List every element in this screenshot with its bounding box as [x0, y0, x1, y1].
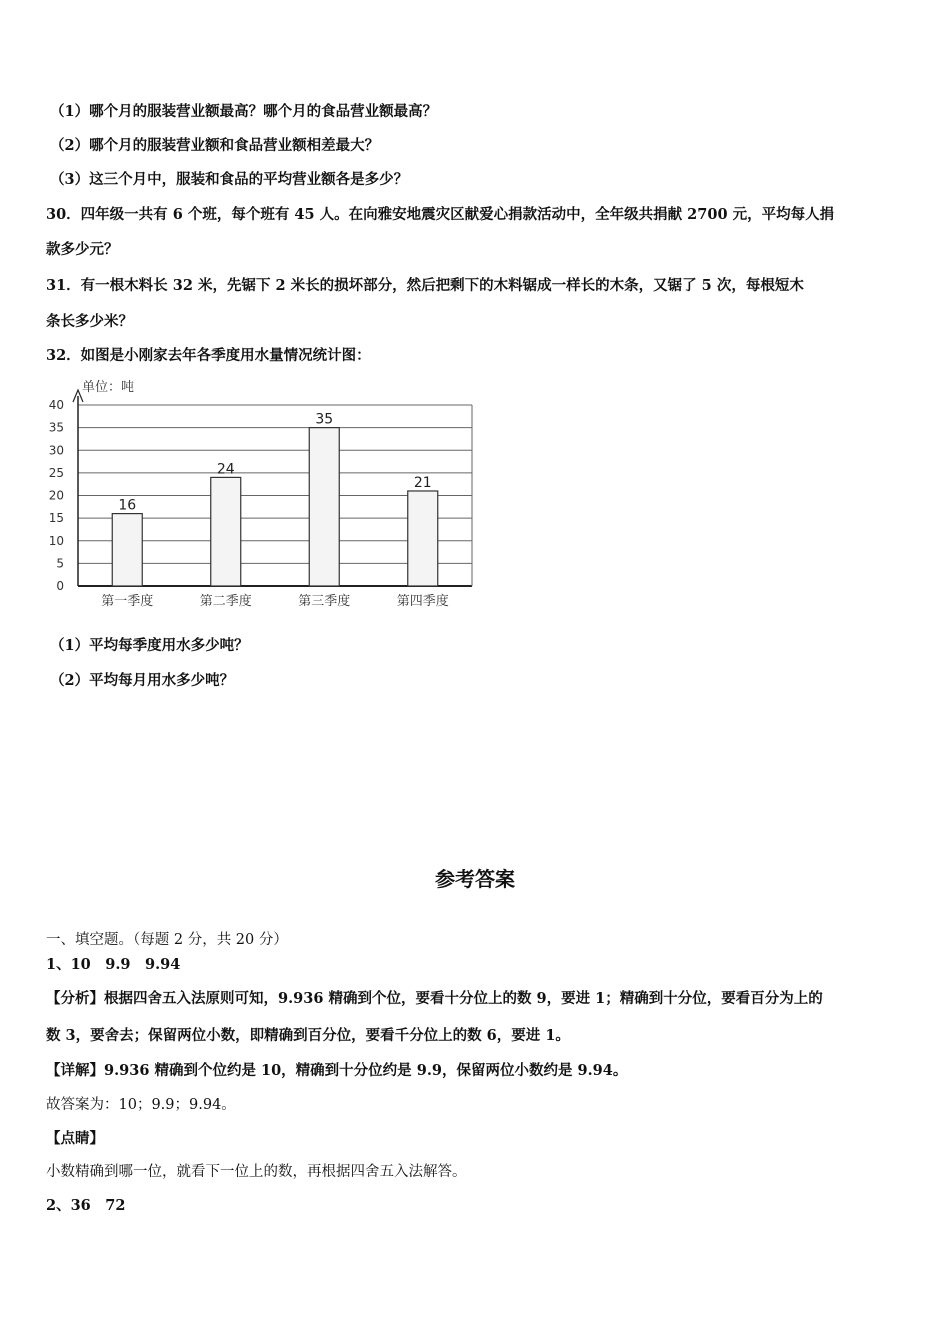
y-tick-label: 15 — [48, 511, 64, 526]
category-label: 第一季度 — [101, 594, 154, 609]
q31-line-1: 31．有一根木料长 32 米，先锯下 2 米长的损坏部分，然后把剩下的木料锯成一样长的木条，又锯了 5 次，每根短木 — [46, 277, 804, 294]
q29-sub-question-1: （1）哪个月的服装营业额最高？哪个月的食品营业额最高？ — [50, 103, 438, 120]
y-tick-label: 30 — [48, 443, 64, 458]
answer-1-point-text: 小数精确到哪一位，就看下一位上的数，再根据四舍五入法解答。 — [46, 1164, 467, 1180]
y-tick-label: 10 — [48, 533, 64, 548]
answer-1: 1、10 9.9 9.94 — [46, 956, 181, 973]
q32-intro: 32．如图是小刚家去年各季度用水量情况统计图： — [46, 347, 371, 364]
y-tick-label: 40 — [48, 398, 64, 412]
water-usage-bar-chart — [40, 372, 480, 617]
q31-line-2: 条长多少米？ — [46, 313, 133, 330]
bar-1 — [112, 514, 142, 586]
answers-title: 参考答案 — [435, 867, 515, 891]
bar-value-label: 35 — [315, 411, 334, 428]
answer-1-analysis-line-2: 数 3，要舍去；保留两位小数，即精确到百分位，要看千分位上的数 6，要进 1。 — [46, 1027, 570, 1044]
answer-2: 2、36 72 — [46, 1197, 126, 1214]
q30-line-2: 款多少元？ — [46, 241, 119, 258]
q29-sub-question-2: （2）哪个月的服装营业额和食品营业额相差最大？ — [50, 137, 380, 154]
category-label: 第四季度 — [396, 594, 449, 609]
answer-1-detail: 【详解】9.936 精确到个位约是 10，精确到十分位约是 9.9，保留两位小数约是 9.94。 — [46, 1062, 628, 1079]
bar-value-label: 24 — [216, 461, 235, 478]
y-tick-label: 0 — [56, 579, 64, 593]
q29-sub-question-3: （3）这三个月中，服装和食品的平均营业额各是多少？ — [50, 171, 409, 188]
q30-line-1: 30．四年级一共有 6 个班，每个班有 45 人。在向雅安地震灾区献爱心捐款活动中，全年级共捐献 2700 元，平均每人捐 — [46, 206, 835, 223]
category-label: 第二季度 — [199, 594, 252, 609]
chart-unit-label: 单位：吨 — [82, 380, 135, 395]
answer-1-analysis-line-1: 【分析】根据四舍五入法原则可知，9.936 精确到个位，要看十分位上的数 9，要进 1；精确到十分位，要看百分为上的 — [46, 990, 823, 1007]
y-tick-label: 20 — [48, 488, 64, 503]
bar-3 — [309, 428, 339, 586]
y-tick-label: 25 — [48, 465, 64, 480]
answer-1-point-label: 【点睛】 — [46, 1130, 104, 1147]
category-label: 第三季度 — [298, 594, 351, 609]
y-tick-label: 35 — [48, 420, 64, 435]
y-tick-label: 5 — [56, 556, 64, 571]
q32-sub-question-2: （2）平均每月用水多少吨？ — [50, 672, 235, 689]
bar-4 — [408, 491, 438, 586]
bar-2 — [211, 477, 241, 586]
bar-value-label: 21 — [413, 474, 432, 491]
answer-1-conclusion: 故答案为：10；9.9；9.94。 — [46, 1097, 236, 1113]
answers-section-1-heading: 一、填空题。（每题 2 分，共 20 分） — [46, 932, 288, 948]
q32-sub-question-1: （1）平均每季度用水多少吨？ — [50, 637, 249, 654]
bar-value-label: 16 — [118, 497, 137, 514]
